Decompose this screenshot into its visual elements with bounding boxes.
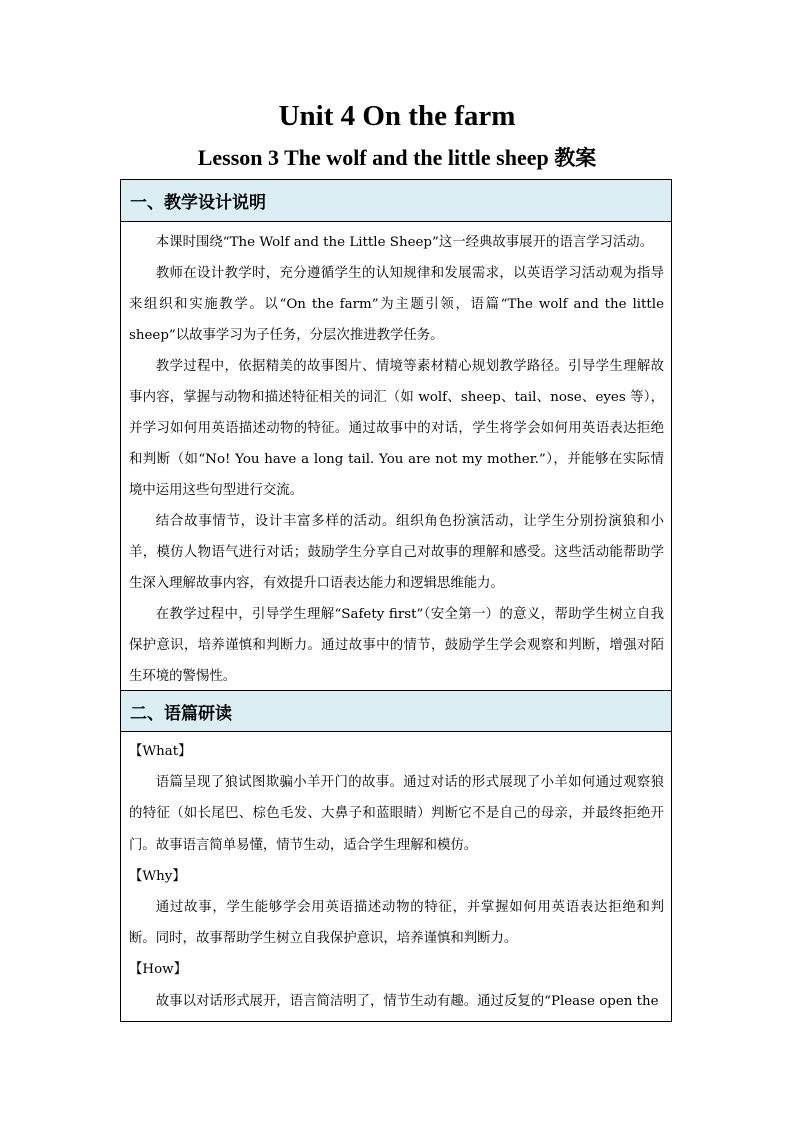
section-heading-text-analysis: 二、语篇研读 [121, 690, 671, 732]
document-subtitle [0, 142, 794, 174]
why-paragraph: 通过故事，学生能够学会用英语描述动物的特征，并掌握如何用英语表达拒绝和判断。同时，故事帮助学生树立自我保护意识，培养谨慎和判断力。 [129, 900, 664, 947]
paragraph: 结合故事情节，设计丰富多样的活动。组织角色扮演活动，让学生分别扮演狼和小羊，模仿人物语气进行对话；鼓励学生分享自己对故事的理解和感受。这些活动能帮助学生深入理解故事内容，有效提升口语表达能力和逻辑思维能力。 [129, 514, 664, 591]
what-paragraph: 语篇呈现了狼试图欺骗小羊开门的故事。通过对话的形式展现了小羊如何通过观察狼的特征（如长尾巴、棕色毛发、大鼻子和蓝眼睛）判断它不是自己的母亲，并最终拒绝开门。故事语言简单易懂，情节生动，适合学生理解和模仿。 [129, 775, 664, 853]
what-tag: 【What】 [129, 744, 192, 759]
subtitle-chinese: 教案 [554, 146, 597, 170]
section-heading-design-notes: 一、教学设计说明 [121, 180, 671, 222]
why-tag: 【Why】 [129, 868, 186, 884]
how-paragraph: 故事以对话形式展开，语言简洁明了，情节生动有趣。通过反复的“Please open the [155, 993, 659, 1009]
subtitle-english: Lesson 3 The wolf and the little sheep [197, 145, 555, 170]
paragraph: 在教学过程中，引导学生理解“Safety first”（安全第一）的意义，帮助学生树立自我保护意识，培养谨慎和判断力。通过故事中的情节，鼓励学生学会观察和判断，增强对陌生环境的警惕性。 [129, 607, 664, 684]
lesson-plan-table [120, 179, 672, 1022]
paragraph: 本课时围绕“The Wolf and the Little Sheep”这一经典故事展开的语言学习活动。 [155, 235, 654, 250]
how-tag: 【How】 [129, 962, 187, 978]
paragraph: 教学过程中，依据精美的故事图片、情境等素材精心规划教学路径。引导学生理解故事内容，掌握与动物和描述特征相关的词汇（如 wolf、sheep、tail、nose、eyes 等），并学习如何用英语描述动物的特征。通过故事中的对话，学生将学会如何用英语表达拒绝和判断（如“No! You have a long tail. You are not my mother.”），并能够在实际情境中运用这些句型进行交流。 [129, 359, 664, 498]
section-body-design-notes [121, 222, 671, 690]
paragraph: 教师在设计教学时，充分遵循学生的认知规律和发展需求，以英语学习活动观为指导来组织和实施教学。以“On the farm”为主题引领，语篇“The wolf and the little sheep”以故事学习为子任务，分层次推进教学任务。 [129, 266, 664, 343]
document-title: Unit 4 On the farm [278, 100, 516, 132]
section-body-text-analysis [121, 732, 671, 1021]
